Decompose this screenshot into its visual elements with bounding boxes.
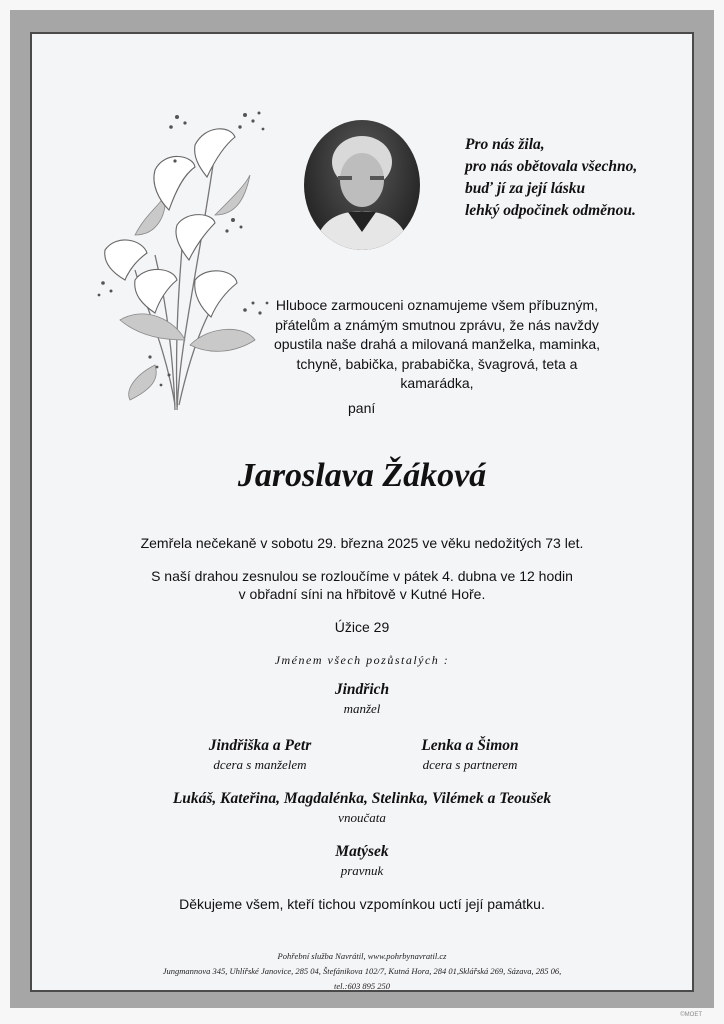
great-grandchild-name: Matýsek (335, 843, 389, 860)
salutation: paní (348, 400, 376, 416)
memorial-quote (465, 134, 637, 222)
husband-relation: manžel (343, 701, 381, 716)
funeral-service-addresses: Jungmannova 345, Uhlířské Janovice, 285 04, Štefánikova 102/7, Kutná Hora, 284 01,Sklářská 269, Sázava, 285 06, (162, 966, 562, 976)
farewell-line-1: S naší drahou zesnulou se rozloučíme v pátek 4. dubna ve 12 hodin (151, 568, 573, 584)
quote-line: pro nás obětovala všechno, (465, 158, 638, 175)
daughter2-relation: dcera s partnerem (422, 757, 518, 772)
husband-name: Jindřich (334, 681, 390, 698)
quote-line: lehký odpočinek odměnou. (465, 202, 636, 219)
address: Úžice 29 (334, 619, 390, 635)
daughter1-name: Jindřiška a Petr (208, 737, 312, 754)
mourners-heading: Jménem všech pozůstalých : (274, 653, 450, 667)
calla-lily-bouquet-icon (95, 105, 275, 420)
funeral-service-phone: tel.:603 895 250 (334, 981, 390, 991)
grandchildren-relation: vnoučata (338, 810, 386, 825)
death-notice: Zemřela nečekaně v sobotu 29. března 2025 ve věku nedožitých 73 let. (140, 535, 584, 551)
great-grandchild-relation: pravnuk (340, 863, 384, 878)
deceased-name: Jaroslava Žáková (237, 457, 487, 494)
portrait-photo (304, 120, 420, 250)
announcement-paragraph: Hluboce zarmouceni oznamujeme všem příbuzným, přátelům a známým smutnou zprávu, že nás navždy opustila naše drahá a milovaná manželka, maminka, tchyně, babička, prababička, švagrová, teta a kamarádka, (273, 297, 601, 391)
funeral-service-name: Pohřební služba Navrátil, www.pohrbynavratil.cz (277, 951, 447, 961)
daughter2-name: Lenka a Šimon (421, 737, 519, 754)
grandchildren-names: Lukáš, Kateřina, Magdalénka, Stelinka, Vilémek a Teoušek (172, 790, 552, 807)
quote-line: Pro nás žila, (465, 136, 545, 153)
farewell-line-2: v obřadní síni na hřbitově v Kutné Hoře. (238, 586, 486, 602)
daughter1-relation: dcera s manželem (213, 757, 307, 772)
corner-mark: ©MOET (680, 1012, 702, 1018)
thanks-line: Děkujeme všem, kteří tichou vzpomínkou uctí její památku. (179, 896, 545, 912)
quote-line: buď jí za její lásku (465, 180, 586, 197)
